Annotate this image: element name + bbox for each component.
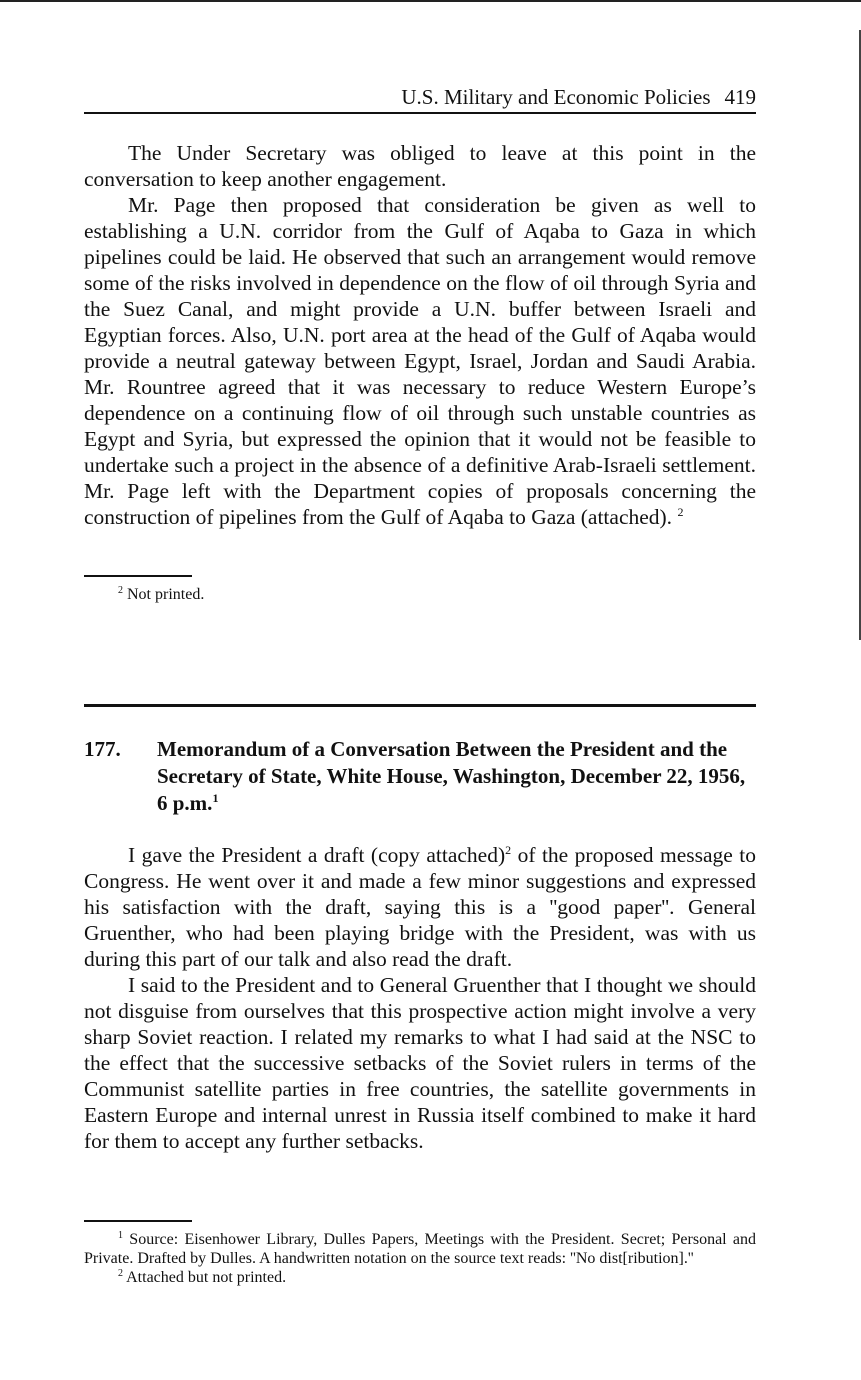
section-divider xyxy=(84,704,756,707)
paragraph xyxy=(84,842,756,972)
footnote-rule xyxy=(84,1220,192,1222)
paragraph-text: I gave the President a draft (copy attached) xyxy=(128,843,506,867)
running-head xyxy=(84,84,756,114)
document-number: 177. xyxy=(84,737,121,761)
paragraph-text: Mr. Page then proposed that consideration be given as well to establishing a U.N. corridor from the Gulf of Aqaba to Gaza in which pipelines could be laid. He observed that such an arrangement would remove some of the risks involved in dependence on the flow of oil through Syria and the Suez Canal, and might provide a U.N. buffer between Israeli and Egyptian forces. Also, U.N. port area at the head of the Gulf of Aqaba would provide a neutral gateway between Egypt, Israel, Jordan and Saudi Arabia. Mr. Rountree agreed that it was necessary to reduce Western Europe’s dependence on a continuing flow of oil through such unstable countries as Egypt and Syria, but expressed the opinion that it would not be feasible to undertake such a project in the absence of a definitive Arab-Israeli settlement. Mr. Page left with the Department copies of proposals concerning the construction of pipelines from the Gulf of Aqaba to Gaza (attached). xyxy=(84,193,756,529)
document-title-text: Memorandum of a Conversation Between the President and the Secretary of State, White House, Washington, December 22, 1956, 6 p.m. xyxy=(157,737,746,815)
paragraph: The Under Secretary was obliged to leave at this point in the conversation to keep another engagement. xyxy=(84,141,756,191)
footnote-rule xyxy=(84,575,192,577)
footnote xyxy=(84,585,756,604)
document-title xyxy=(157,736,756,817)
footnote-reference: 1 xyxy=(212,791,219,805)
document-heading xyxy=(84,736,756,817)
footnote-text: Source: Eisenhower Library, Dulles Papers, Meetings with the President. Secret; Personal and Private. Drafted by Dulles. A handwritten notation on the source text reads: ''No dist[ribution].'' xyxy=(84,1231,757,1267)
footnote-reference: 2 xyxy=(677,505,684,519)
footnote-mark: 2 xyxy=(118,1268,123,1279)
footnotes-top xyxy=(84,585,756,604)
footnote xyxy=(84,1230,756,1268)
paragraph xyxy=(84,192,756,530)
footnote-mark: 2 xyxy=(118,585,123,596)
paragraph: I said to the President and to General Gruenther that I thought we should not disguise from ourselves that this prospective action might involve a very sharp Soviet reaction. I related my remarks to what I had said at the NSC to the effect that the successive setbacks of the Soviet rulers in terms of the Communist satellite parties in free countries, the satellite governments in Eastern Europe and internal unrest in Russia itself combined to make it hard for them to accept any further setbacks. xyxy=(84,973,756,1153)
footnote-reference: 2 xyxy=(505,843,512,857)
running-head-title: U.S. Military and Economic Policies xyxy=(401,85,711,109)
footnote-mark: 1 xyxy=(118,1230,123,1241)
page-number: 419 xyxy=(724,85,756,109)
footnote-text: Attached but not printed. xyxy=(126,1269,287,1286)
page-top-border xyxy=(0,0,861,2)
footnote xyxy=(84,1268,756,1287)
footnote-text: Not printed. xyxy=(127,586,205,603)
footnotes-bottom xyxy=(84,1230,756,1287)
top-text-block xyxy=(84,140,756,530)
paragraph-text: of the proposed message to Congress. He went over it and made a few minor suggestions and expressed his satisfaction with the draft, saying this is a ''good paper''. General Gruenther, who had been playing bridge with the President, was with us during this part of our talk and also read the draft. xyxy=(84,843,756,971)
document-body xyxy=(84,842,756,1154)
